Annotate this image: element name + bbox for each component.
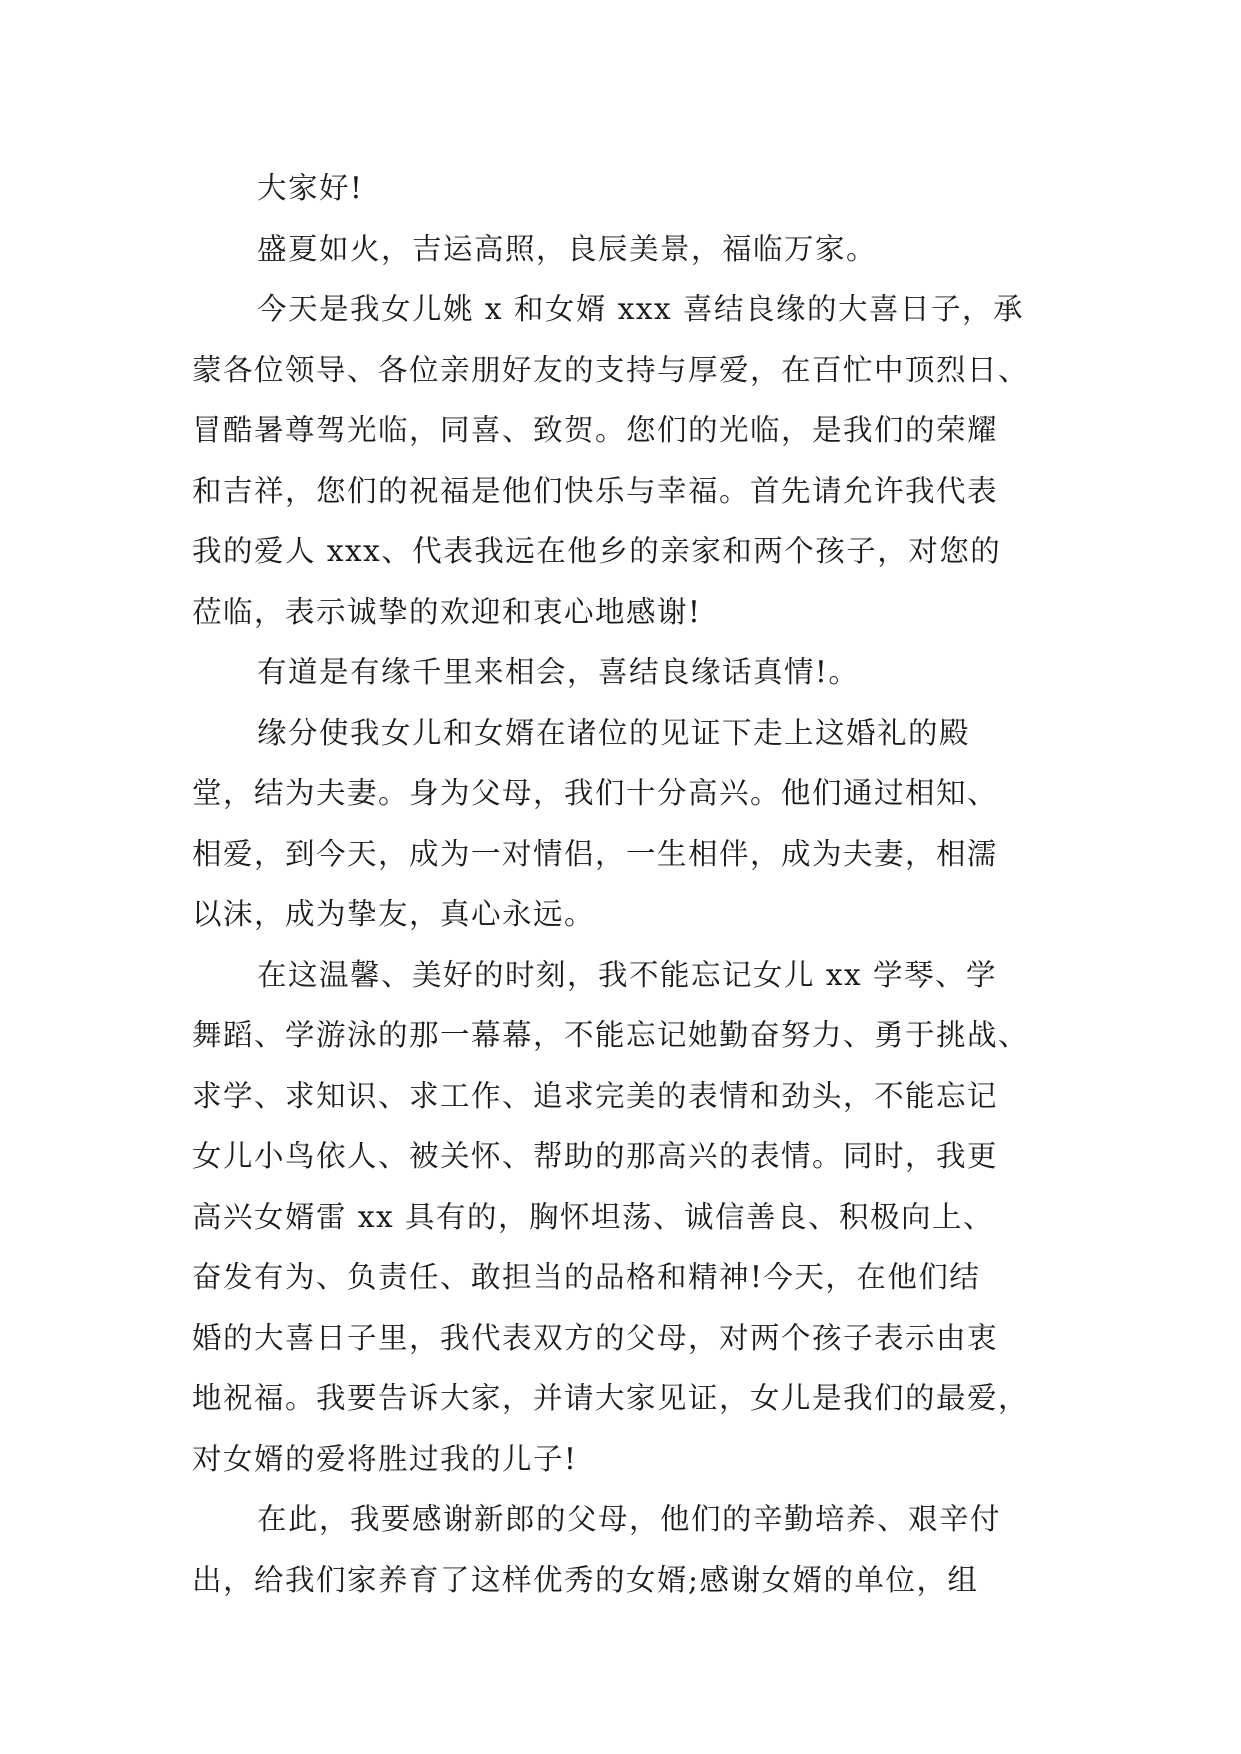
text-line: 大家好! — [257, 171, 364, 205]
text-line: 舞蹈、学游泳的那一幕幕，不能忘记她勤奋努力、勇于挑战、 — [192, 1018, 1030, 1052]
text-line: 今天是我女儿姚 x 和女婿 xxx 喜结良缘的大喜日子，承 — [257, 292, 1025, 326]
text-line: 在这温馨、美好的时刻，我不能忘记女儿 xx 学琴、学 — [257, 957, 998, 992]
text-line: 地祝福。我要告诉大家，并请大家见证，女儿是我们的最爱， — [192, 1381, 1030, 1415]
text-line: 对女婿的爱将胜过我的儿子! — [192, 1441, 578, 1476]
text-line: 和吉祥，您们的祝福是他们快乐与幸福。首先请允许我代表 — [192, 473, 999, 508]
document-body — [192, 158, 1052, 1610]
text-line: 相爱，到今天，成为一对情侣，一生相伴，成为夫妻，相濡 — [192, 836, 999, 871]
text-line: 婚的大喜日子里，我代表双方的父母，对两个孩子表示由衷 — [192, 1320, 999, 1355]
text-line: 奋发有为、负责任、敢担当的品格和精神!今天，在他们结 — [192, 1260, 981, 1294]
text-line: 有道是有缘千里来相会，喜结良缘话真情!。 — [257, 655, 860, 689]
text-line: 蒙各位领导、各位亲朋好友的支持与厚爱，在百忙中顶烈日、 — [192, 352, 1030, 387]
text-line: 在此，我要感谢新郎的父母，他们的辛勤培养、艰辛付 — [257, 1502, 1002, 1536]
text-line: 冒酷暑尊驾光临，同喜、致贺。您们的光临，是我们的荣耀 — [192, 413, 999, 447]
text-line: 莅临，表示诚挚的欢迎和衷心地感谢! — [192, 594, 702, 629]
text-line: 女儿小鸟依人、被关怀、帮助的那高兴的表情。同时，我更 — [192, 1139, 999, 1173]
text-line: 出，给我们家养育了这样优秀的女婿;感谢女婿的单位，组 — [192, 1562, 979, 1597]
text-line: 我的爱人 xxx、代表我远在他乡的亲家和两个孩子，对您的 — [192, 534, 1002, 568]
text-line: 以沫，成为挚友，真心永远。 — [192, 897, 596, 931]
text-line: 高兴女婿雷 xx 具有的，胸怀坦荡、诚信善良、积极向上、 — [192, 1199, 995, 1234]
text-line: 求学、求知识、求工作、追求完美的表情和劲头，不能忘记 — [192, 1078, 999, 1113]
text-line: 盛夏如火，吉运高照，良辰美景，福临万家。 — [257, 231, 878, 266]
text-line: 缘分使我女儿和女婿在诸位的见证下走上这婚礼的殿 — [257, 715, 971, 750]
text-line: 堂，结为夫妻。身为父母，我们十分高兴。他们通过相知、 — [192, 776, 999, 810]
